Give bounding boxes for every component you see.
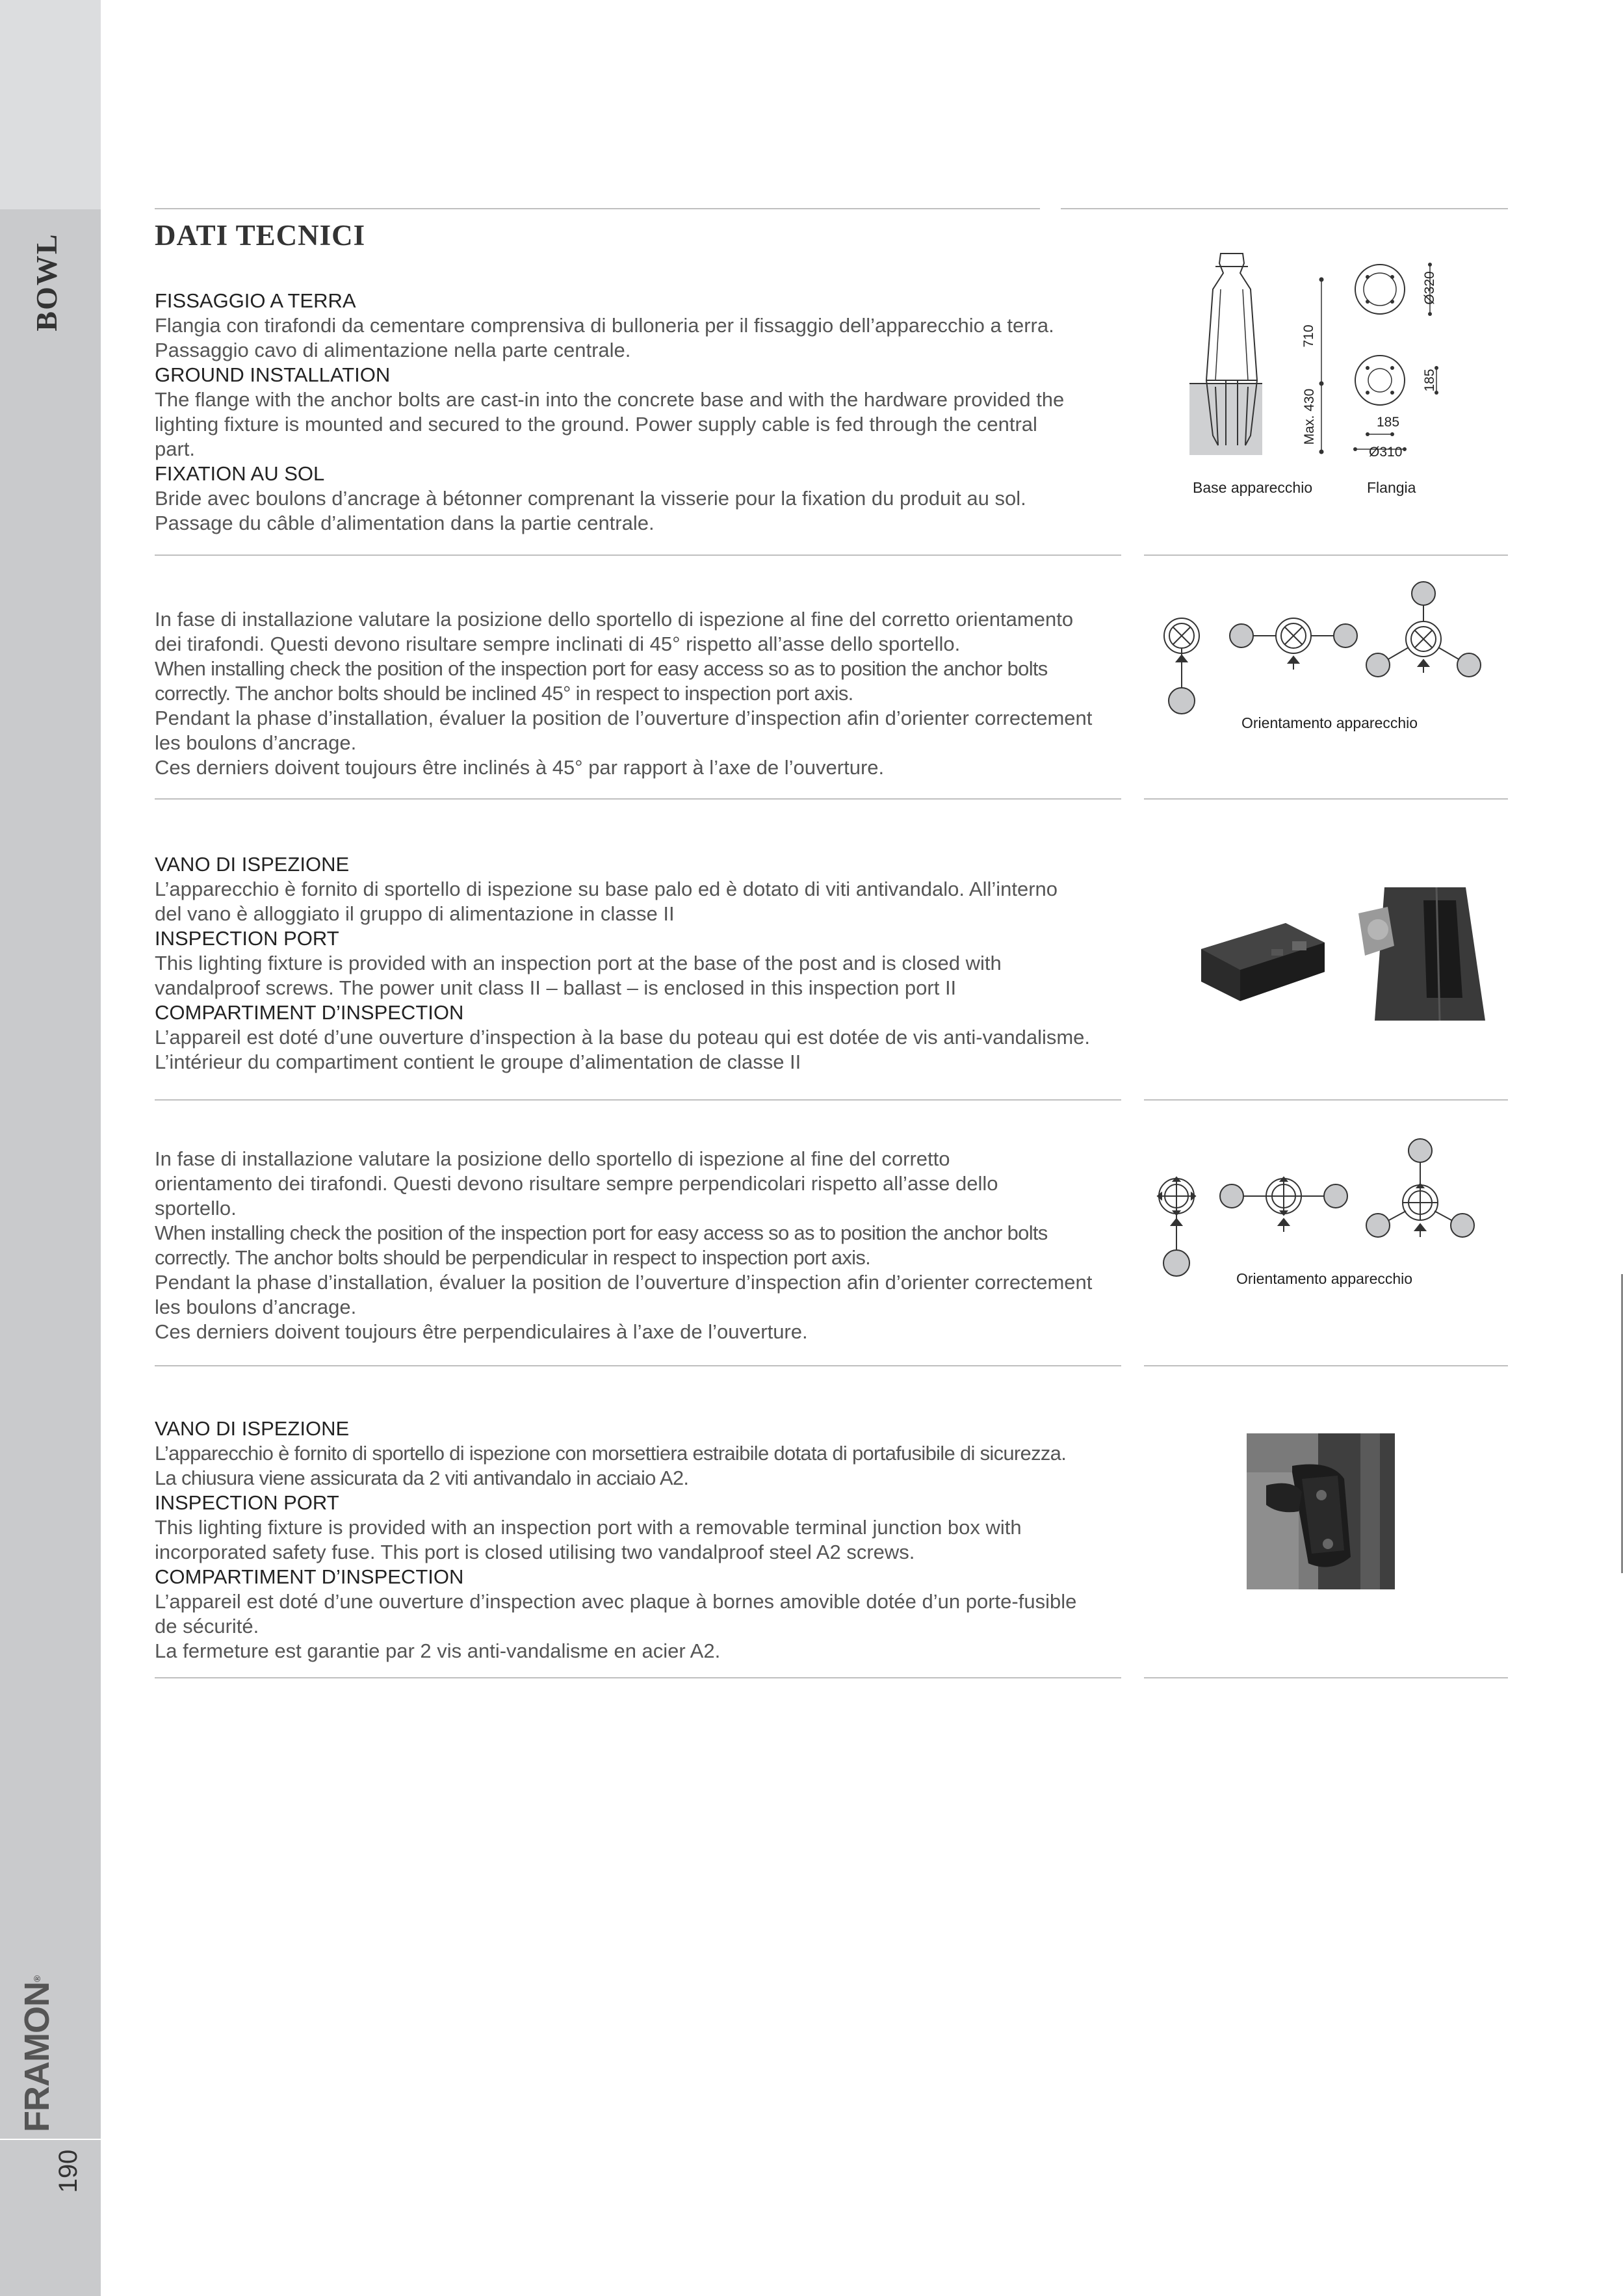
section-divider xyxy=(155,1099,1121,1101)
orientation-diagram-perpendicular xyxy=(1154,1134,1498,1284)
body-line: vandalproof screws. The power unit class II – ballast – is enclosed in this inspection port II xyxy=(155,976,957,999)
body-line: les boulons d’ancrage. xyxy=(155,731,357,754)
body-line: L’intérieur du compartiment contient le groupe d’alimentation de classe II xyxy=(155,1050,801,1073)
dim-side-185-vertical: 185 xyxy=(1422,369,1437,392)
body-line: This lighting fixture is provided with an inspection port at the base of the post and is closed with xyxy=(155,952,1002,974)
section-divider-right xyxy=(1144,1365,1508,1366)
dim-max-430: Max. 430 xyxy=(1302,388,1317,445)
section-divider xyxy=(155,554,1121,556)
ballast-photo xyxy=(1195,910,1331,1008)
section-divider-right xyxy=(1144,1677,1508,1678)
page-number: 190 xyxy=(54,2149,83,2193)
base-fixture-drawing xyxy=(1189,250,1345,465)
body-line: Pendant la phase d’installation, évaluer la position de l’ouverture d’inspection afin d’orienter correctement xyxy=(155,707,1093,729)
section-heading: VANO DI ISPEZIONE xyxy=(155,853,350,876)
section-divider xyxy=(155,1365,1121,1366)
body-line: Ces derniers doivent toujours être perpendiculaires à l’axe de l’ouverture. xyxy=(155,1320,808,1343)
dim-side-185-horizontal: 185 xyxy=(1377,415,1400,430)
body-line: Passage du câble d’alimentation dans la partie centrale. xyxy=(155,512,655,534)
body-line: In fase di installazione valutare la posizione dello sportello di ispezione al fine del corretto xyxy=(155,1147,950,1170)
body-line: La chiusura viene assicurata da 2 viti antivandalo in acciaio A2. xyxy=(155,1467,689,1489)
dim-diameter-320: Ø320 xyxy=(1422,271,1437,305)
body-line: Flangia con tirafondi da cementare comprensiva di bulloneria per il fissaggio dell’apparecchio a terra. xyxy=(155,314,1054,337)
body-line: orientamento dei tirafondi. Questi devono risultare sempre perpendicolari rispetto all’asse dello xyxy=(155,1172,998,1195)
section-divider xyxy=(155,1677,1121,1678)
body-line: lighting fixture is mounted and secured to the ground. Power supply cable is fed through the central xyxy=(155,413,1037,436)
body-line: This lighting fixture is provided with an inspection port with a removable terminal junction box with xyxy=(155,1516,1022,1539)
section-orientation-45 xyxy=(155,607,1130,780)
section-heading: INSPECTION PORT xyxy=(155,1491,339,1514)
flange-caption: Flangia xyxy=(1367,479,1416,496)
brand-registered-mark: ® xyxy=(32,1976,42,1983)
section-heading: FISSAGGIO A TERRA xyxy=(155,289,356,312)
body-line: L’apparecchio è fornito di sportello di ispezione con morsettiera estraibile dotata di portafusibile di sicurezza. xyxy=(155,1442,1067,1465)
section-heading: FIXATION AU SOL xyxy=(155,462,325,485)
brand-name: FRAMON xyxy=(18,1982,57,2132)
section-heading: GROUND INSTALLATION xyxy=(155,363,391,386)
section-divider xyxy=(155,798,1121,800)
orientation-caption-perpendicular: Orientamento apparecchio xyxy=(1236,1270,1413,1287)
orientation-caption-45: Orientamento apparecchio xyxy=(1241,714,1418,731)
body-line: sportello. xyxy=(155,1197,237,1220)
body-line: When installing check the position of the inspection port for easy access so as to position the anchor bolts xyxy=(155,657,1048,680)
section-inspection-port-2 xyxy=(155,1416,1130,1663)
dim-height-710: 710 xyxy=(1301,324,1316,348)
section-heading: INSPECTION PORT xyxy=(155,927,339,950)
section-ground-installation xyxy=(155,289,1130,536)
top-rule-left xyxy=(155,208,1040,209)
body-line: When installing check the position of the inspection port for easy access so as to position the anchor bolts xyxy=(155,1221,1048,1244)
section-inspection-port-1 xyxy=(155,852,1130,1075)
body-line: correctly. The anchor bolts should be perpendicular in respect to inspection port axis. xyxy=(155,1246,871,1269)
dim-diameter-310: Ø310 xyxy=(1369,445,1403,460)
body-line: dei tirafondi. Questi devono risultare sempre inclinati di 45° rispetto all’asse dello sportello. xyxy=(155,633,961,655)
orientation-diagram-45 xyxy=(1157,577,1495,720)
body-line: In fase di installazione valutare la posizione dello sportello di ispezione al fine del corretto orientamento xyxy=(155,608,1074,631)
section-heading: COMPARTIMENT D’INSPECTION xyxy=(155,1565,464,1588)
body-line: Passaggio cavo di alimentazione nella parte centrale. xyxy=(155,339,631,361)
brand-logo xyxy=(14,1976,60,2132)
section-divider-right xyxy=(1144,554,1508,556)
body-line: correctly. The anchor bolts should be inclined 45° in respect to inspection port axis. xyxy=(155,682,853,705)
body-line: La fermeture est garantie par 2 vis anti-vandalisme en acier A2. xyxy=(155,1639,721,1662)
body-line: L’apparecchio è fornito di sportello di ispezione su base palo ed è dotato di viti antivandalo. All’interno xyxy=(155,878,1058,900)
terminal-junction-photo xyxy=(1247,1433,1395,1589)
body-line: Ces derniers doivent toujours être inclinés à 45° par rapport à l’axe de l’ouverture. xyxy=(155,756,885,779)
section-divider-right xyxy=(1144,798,1508,800)
body-line: del vano è alloggiato il gruppo di alimentazione in classe II xyxy=(155,902,675,925)
body-line: Pendant la phase d’installation, évaluer la position de l’ouverture d’inspection afin d’orienter correctement xyxy=(155,1271,1093,1294)
page-number-rule xyxy=(0,2139,101,2140)
body-line: de sécurité. xyxy=(155,1615,259,1637)
section-heading: VANO DI ISPEZIONE xyxy=(155,1417,350,1440)
page-title: DATI TECNICI xyxy=(155,219,366,252)
top-rule-right xyxy=(1061,208,1508,209)
sidebar-cap xyxy=(0,0,101,209)
section-divider-right xyxy=(1144,1099,1508,1101)
section-heading: COMPARTIMENT D’INSPECTION xyxy=(155,1001,464,1024)
section-label: BOWL xyxy=(30,233,63,332)
body-line: les boulons d’ancrage. xyxy=(155,1296,357,1318)
body-line: L’appareil est doté d’une ouverture d’inspection avec plaque à bornes amovible dotée d’un porte-fusible xyxy=(155,1590,1077,1613)
inspection-port-photo xyxy=(1358,874,1488,1021)
body-line: part. xyxy=(155,437,196,460)
base-caption: Base apparecchio xyxy=(1193,479,1313,496)
body-line: The flange with the anchor bolts are cast-in into the concrete base and with the hardware provided the xyxy=(155,388,1065,411)
section-orientation-perpendicular xyxy=(155,1147,1130,1344)
body-line: Bride avec boulons d’ancrage à bétonner comprenant la visserie pour la fixation du produit au sol. xyxy=(155,487,1026,510)
body-line: L’appareil est doté d’une ouverture d’inspection à la base du poteau qui est dotée de vis anti-vandalisme. xyxy=(155,1026,1091,1049)
sidebar xyxy=(0,0,101,2296)
body-line: incorporated safety fuse. This port is closed utilising two vandalproof steel A2 screws. xyxy=(155,1541,915,1563)
